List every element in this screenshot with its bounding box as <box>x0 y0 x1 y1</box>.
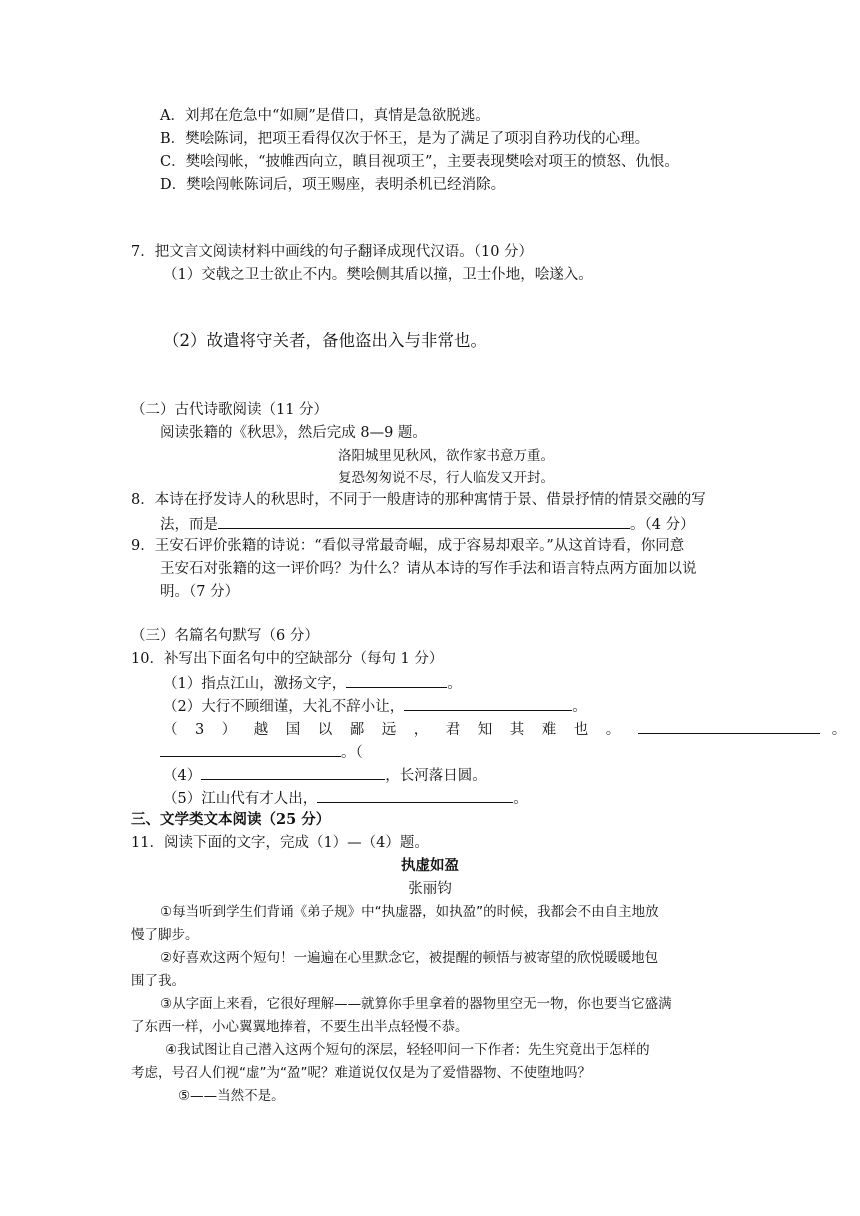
poem-line-1: 洛阳城里见秋风，欲作家书意万重。 <box>338 448 554 464</box>
q6-option-b: B．樊哙陈词，把项王看得仅次于怀王，是为了满足了项羽自矜功伐的心理。 <box>160 131 650 147</box>
q10-item-4-blank[interactable] <box>201 764 385 780</box>
q9-line-2: 王安石对张籍的这一评价吗？为什么？请从本诗的写作手法和语言特点两方面加以说 <box>160 561 697 577</box>
poetry-section-header: （二）古代诗歌阅读（11 分） <box>131 402 329 418</box>
q10-item-5 <box>163 787 528 809</box>
q9-line-1: 9．王安石评价张籍的诗说：“看似寻常最奇崛，成于容易却艰辛。”从这首诗看，你同意 <box>131 538 685 554</box>
q10-item-1-blank[interactable] <box>346 672 447 688</box>
q10-item-2-blank[interactable] <box>404 695 572 711</box>
q6-option-d: D．樊哙闯帐陈词后，项王赐座，表明杀机已经消除。 <box>160 177 506 193</box>
paragraph-5: ⑤——当然不是。 <box>178 1088 285 1104</box>
q10-item-5-blank[interactable] <box>317 787 513 803</box>
q10-item-5-prefix: （5）江山代有才人出， <box>163 791 318 807</box>
q10-item-4 <box>163 764 487 786</box>
q8-line-2 <box>160 513 695 535</box>
paragraph-4-line-2: 考虑，号召人们视“虚”为“盈”呢？难道说仅仅是为了爱惜器物、不使堕地吗？ <box>131 1065 591 1081</box>
dictation-section-header: （三）名篇名句默写（6 分） <box>131 628 319 644</box>
q10-item-1-prefix: （1）指点江山，激扬文字， <box>163 676 347 692</box>
q10-stem: 10．补写出下面名句中的空缺部分（每句 1 分） <box>131 651 444 667</box>
q10-item-3 <box>163 718 846 740</box>
q6-option-a: A．刘邦在危急中“如厕”是借口，真情是急欲脱逃。 <box>160 108 490 124</box>
q8-line-1: 8．本诗在抒发诗人的秋思时，不同于一般唐诗的那种寓情于景、借景抒情的情景交融的写 <box>131 492 706 508</box>
q7-item-1: （1）交戟之卫士欲止不内。樊哙侧其盾以撞，卫士仆地，哙遂入。 <box>163 267 593 283</box>
literature-section-header: 三、文学类文本阅读（25 分） <box>131 811 331 828</box>
q10-item-3-blank-a[interactable] <box>638 718 820 734</box>
article-author: 张丽钧 <box>408 881 452 897</box>
paragraph-4-line-1: ④我试图让自己潜入这两个短句的深层，轻轻叩问一下作者：先生究竟出于怎样的 <box>165 1042 650 1058</box>
article-title: 执虚如盈 <box>401 857 459 874</box>
q8-line-2-suffix: 。（4 分） <box>630 517 695 533</box>
paragraph-3-line-1: ③从字面上来看，它很好理解——就算你手里拿着的器物里空无一物，你也要当它盛满 <box>160 996 672 1012</box>
paragraph-1-line-1: ①每当听到学生们背诵《弟子规》中“执虚器，如执盈”的时候，我都会不由自主地放 <box>160 904 659 920</box>
q8-line-2-prefix: 法，而是 <box>160 517 218 533</box>
q10-item-4-prefix: （4） <box>163 768 202 784</box>
q11-stem: 11．阅读下面的文字，完成（1）—（4）题。 <box>131 835 429 851</box>
paragraph-2-line-2: 围了我。 <box>131 973 185 989</box>
q10-item-3-prefix: （3）越国以鄙远，君知其难也。 <box>163 722 638 738</box>
q10-item-1 <box>163 672 462 694</box>
poem-line-2: 复恐匆匆说不尽，行人临发又开封。 <box>338 470 554 486</box>
q6-option-c: C．樊哙闯帐，“披帷西向立，瞋目视项王”，主要表现樊哙对项王的愤怒、仇恨。 <box>160 154 679 170</box>
poetry-intro: 阅读张籍的《秋思》，然后完成 8—9 题。 <box>160 425 427 441</box>
paragraph-1-line-2: 慢了脚步。 <box>131 927 199 943</box>
q10-item-4-suffix: ，长河落日圆。 <box>385 768 487 784</box>
q9-line-3: 明。（7 分） <box>160 584 240 600</box>
q10-item-3-continued <box>160 741 363 763</box>
q7-item-2: （2）故遣将守关者，备他盗出入与非常也。 <box>163 331 487 350</box>
q10-item-2 <box>163 695 587 717</box>
q10-item-5-suffix: 。 <box>513 791 528 807</box>
q10-item-3-blank-b[interactable] <box>160 741 341 757</box>
q10-item-3-cont-suffix: 。（ <box>341 745 363 761</box>
paragraph-2-line-1: ②好喜欢这两个短句！一遍遍在心里默念它，被提醒的顿悟与被寄望的欣悦暖暖地包 <box>160 950 659 966</box>
q7-stem: 7．把文言文阅读材料中画线的句子翻译成现代汉语。（10 分） <box>131 244 534 260</box>
q10-item-1-suffix: 。 <box>447 676 462 692</box>
q10-item-2-prefix: （2）大行不顾细谨，大礼不辞小让， <box>163 699 405 715</box>
q8-answer-blank[interactable] <box>218 513 630 529</box>
q10-item-2-suffix: 。 <box>572 699 587 715</box>
paragraph-3-line-2: 了东西一样，小心翼翼地捧着，不要生出半点轻慢不恭。 <box>131 1019 469 1035</box>
q10-item-3-suffix: 。 <box>831 722 847 738</box>
